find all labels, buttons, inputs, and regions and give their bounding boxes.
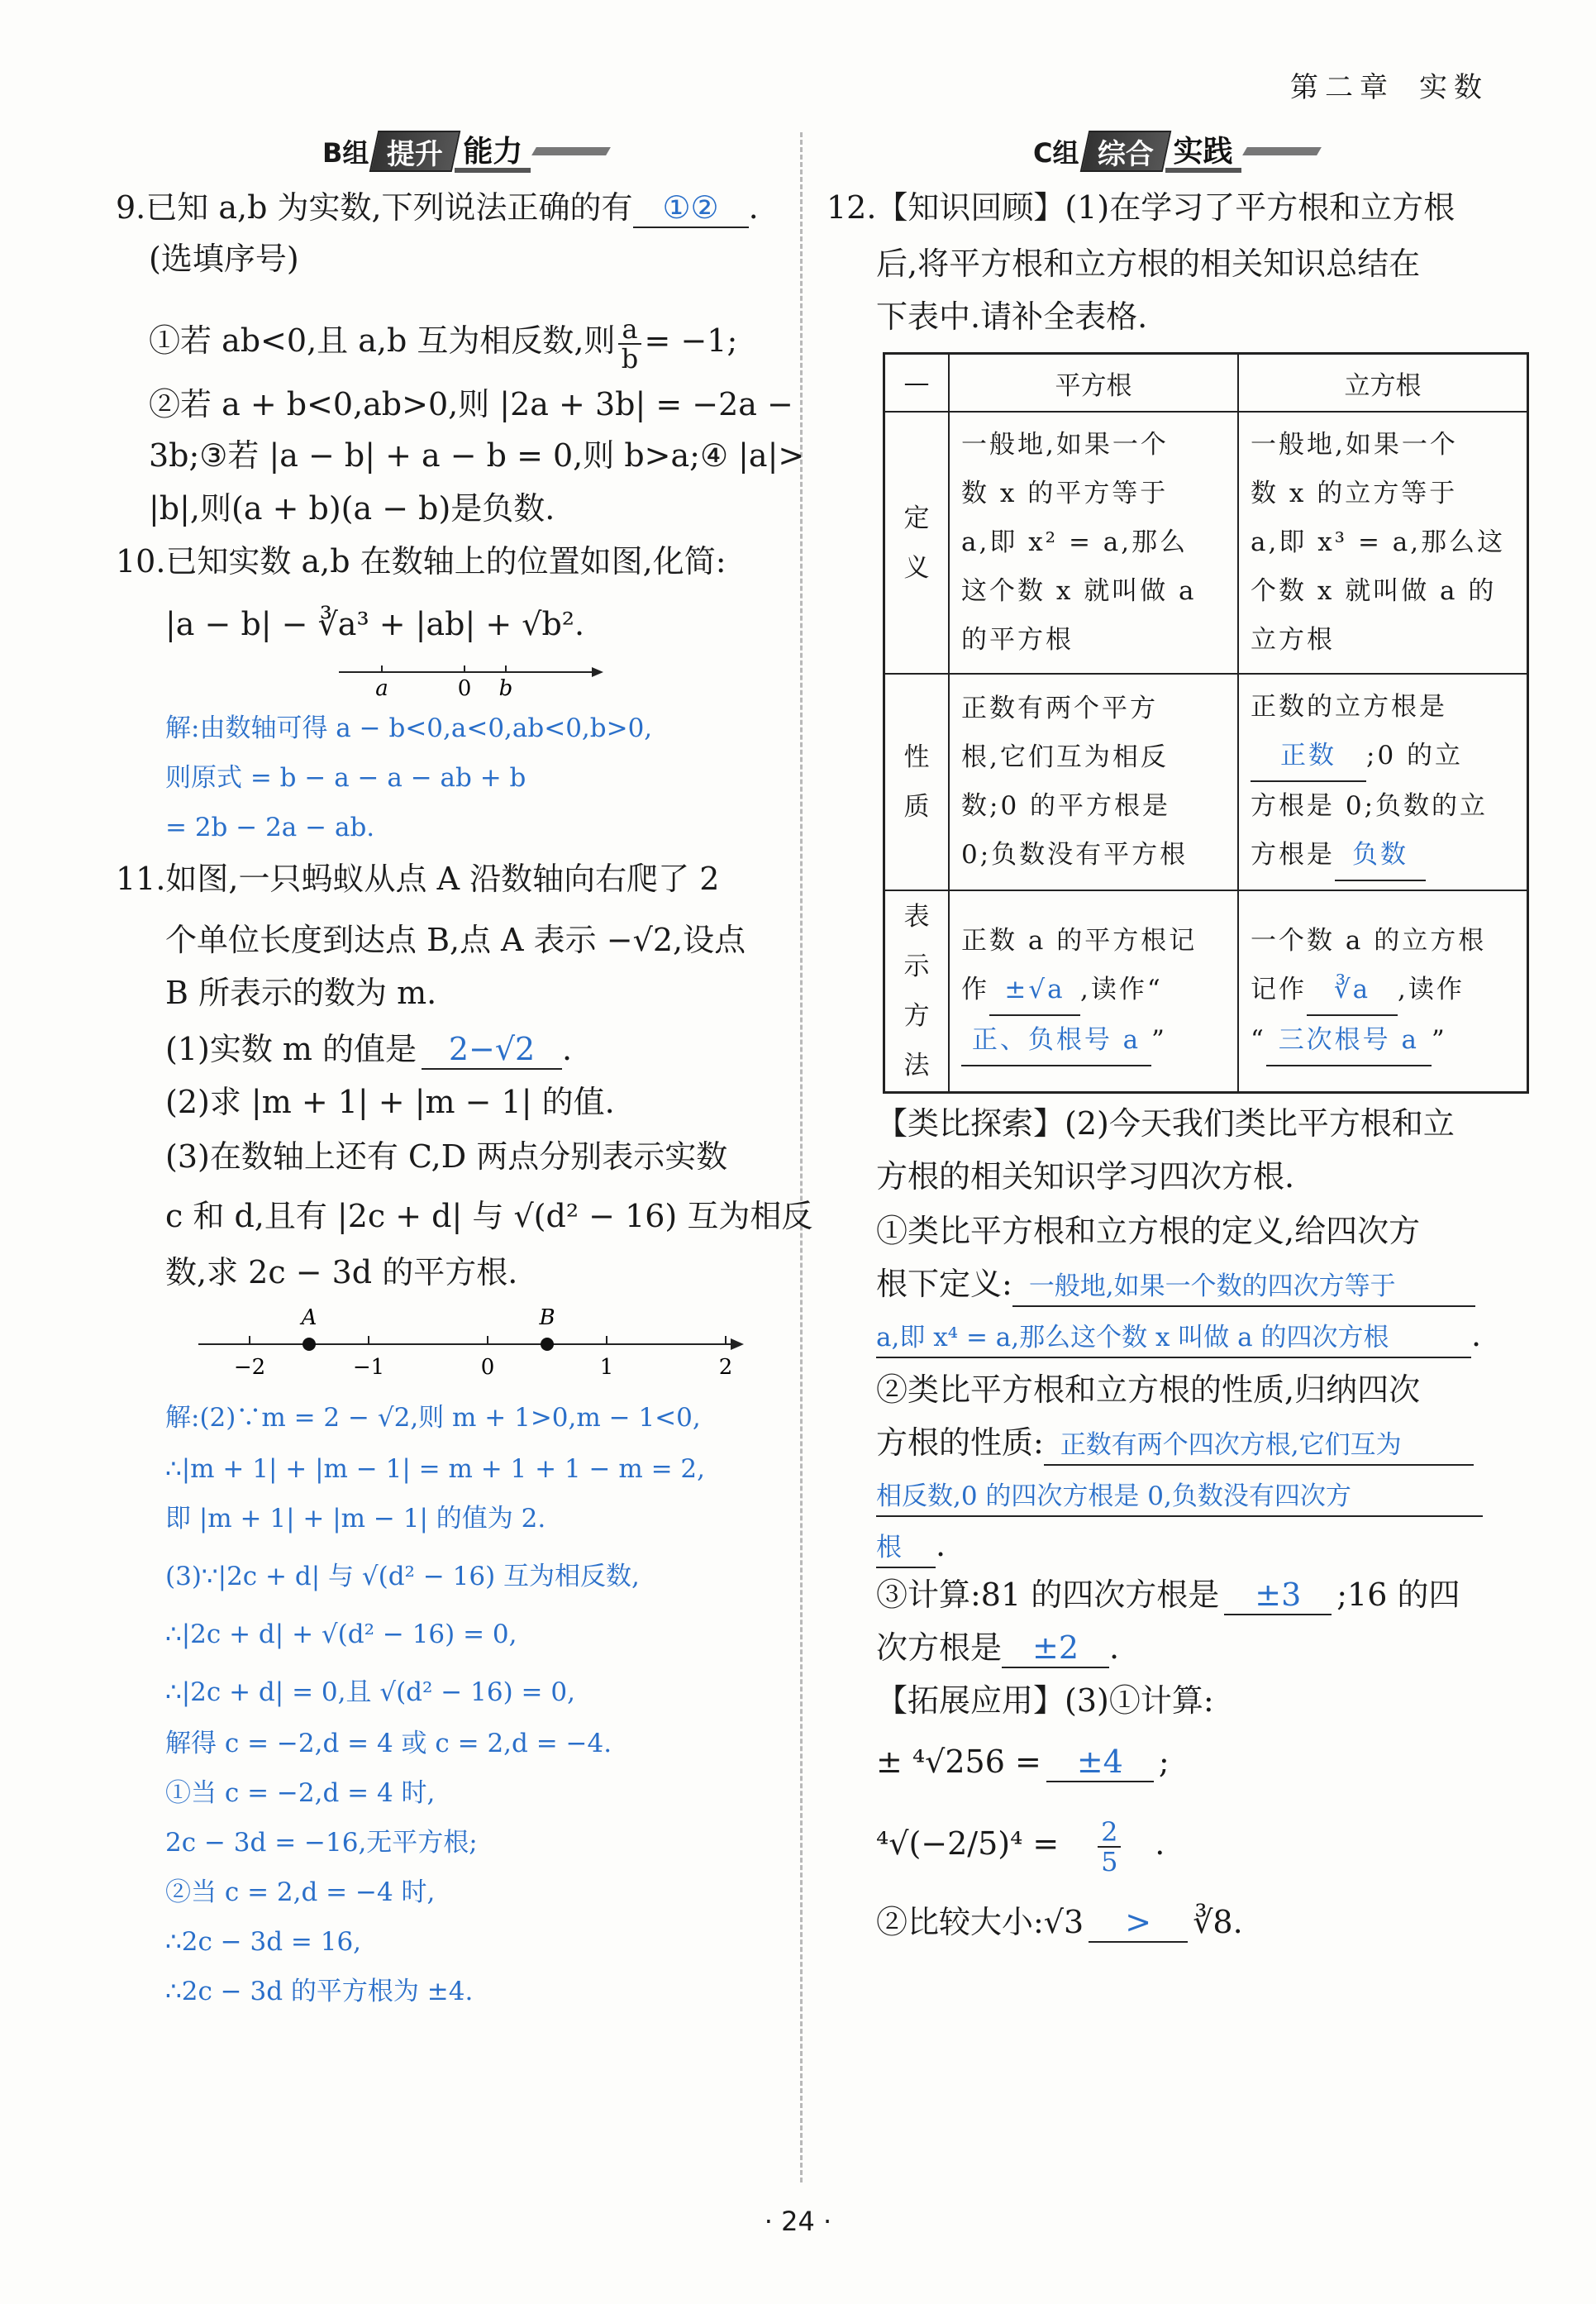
cell-text: ” <box>1151 1024 1167 1055</box>
cell-line: 正数的立方根是 <box>1251 692 1447 722</box>
cell-line: 立方根 <box>1251 625 1335 655</box>
table-row-definition <box>884 412 1528 674</box>
q12-text: ; <box>1158 1744 1170 1780</box>
answer-blank: ±√a <box>989 966 1080 1016</box>
fraction-denominator: 5 <box>1101 1845 1118 1877</box>
fraction-denominator: b <box>621 342 639 374</box>
q9-line1 <box>116 188 759 228</box>
q11-solution-line: ∴|m + 1| + |m − 1| = m + 1 + 1 − m = 2, <box>165 1454 706 1484</box>
axis-ticks <box>250 1336 726 1344</box>
cell-text: 方根是 <box>1251 840 1335 870</box>
q9-line5: 3b;③若 |a − b| + a − b = 0,则 b>a;④ |a|> <box>149 437 805 474</box>
cell-line <box>1251 831 1515 881</box>
q12-text: ②比较大小:√3 <box>876 1904 1084 1940</box>
fraction-numerator: 2 <box>1098 1818 1121 1848</box>
q10-expression: |a − b| − ∛a³ + |ab| + √b². <box>165 606 585 642</box>
cell-line: 一般地,如果一个 <box>961 430 1169 460</box>
q9-period: . <box>748 189 759 226</box>
cell-line <box>1251 966 1515 1016</box>
q11-line8: 数,求 2c − 3d 的平方根. <box>165 1254 518 1290</box>
q9-line2: (选填序号) <box>149 241 299 277</box>
table-col-cube-root: 立方根 <box>1238 354 1528 413</box>
table-row-notation <box>884 890 1528 1093</box>
tick-label: 1 <box>599 1355 614 1380</box>
banner-ribbon <box>369 131 461 172</box>
banner-word2: 实践 <box>1165 130 1241 173</box>
period: . <box>1109 1629 1120 1666</box>
cell-line: a,即 x² = a,那么 <box>961 527 1189 557</box>
q10-number-line <box>331 657 612 699</box>
q12-part2-line8 <box>876 1475 1483 1517</box>
banner-word1: 提升 <box>387 137 444 171</box>
point-A <box>303 1338 316 1351</box>
q11-solution-line: ①当 c = −2,d = 4 时, <box>165 1778 436 1808</box>
cell-line: 数;0 的平方根是 <box>961 791 1171 821</box>
q10-line1: 10.已知实数 a,b 在数轴上的位置如图,化简: <box>116 543 727 580</box>
cell-line: 0;负数没有平方根 <box>961 840 1189 870</box>
answer-blank: 负数 <box>1335 831 1426 881</box>
q12-part3-line3 <box>876 1810 1165 1877</box>
point-B <box>541 1338 554 1351</box>
cell-line: 数 x 的立方等于 <box>1251 479 1458 508</box>
q12-text: ± ⁴√256 = <box>876 1744 1041 1780</box>
cell-line: 这个数 x 就叫做 a <box>961 576 1197 606</box>
q11-solution-line: ∴2c − 3d = 16, <box>165 1927 362 1957</box>
point-A-label: A <box>301 1306 317 1330</box>
q12-line1: 12.【知识回顾】(1)在学习了平方根和立方根 <box>827 189 1455 226</box>
q12-part2-line7 <box>876 1424 1474 1466</box>
q10-solution-line3: = 2b − 2a − ab. <box>165 813 375 842</box>
q12-part2-line3: ①类比平方根和立方根的定义,给四次方 <box>876 1213 1421 1249</box>
row-label-properties <box>884 674 950 890</box>
q9-answer-blank: ①② <box>633 188 749 228</box>
q11-solution-line: 2c − 3d = −16,无平方根; <box>165 1828 478 1858</box>
banner-tail <box>1242 147 1322 155</box>
cell-line: 一个数 a 的立方根 <box>1251 925 1487 956</box>
q12-part3-line4 <box>876 1903 1243 1943</box>
answer-blank: 正数 <box>1251 732 1366 782</box>
cell-line: 数 x 的平方等于 <box>961 479 1169 508</box>
q11-number-line <box>190 1306 752 1381</box>
q12-text: 根下定义: <box>876 1266 1012 1302</box>
q12-part3-line1: 【拓展应用】(3)①计算: <box>876 1682 1214 1719</box>
cell-line: 方根是 0;负数的立 <box>1251 791 1489 821</box>
q12-part3-line2 <box>876 1743 1170 1782</box>
axis-label-b: b <box>498 676 513 699</box>
banner-group-label: C组 <box>1033 137 1079 169</box>
q12-text: ③计算:81 的四次方根是 <box>876 1577 1220 1613</box>
row-label-text: 性质 <box>903 742 930 822</box>
banner-word2: 能力 <box>455 130 531 173</box>
answer-fraction-blank <box>1064 1810 1155 1877</box>
cell-text: 记作 <box>1251 974 1307 1004</box>
tick-label: −2 <box>233 1355 266 1380</box>
q9-line6: |b|,则(a + b)(a − b)是负数. <box>149 490 555 527</box>
q12-part2-line6: ②类比平方根和立方根的性质,归纳四次 <box>876 1371 1421 1408</box>
answer-blank: ∛a <box>1307 966 1398 1016</box>
answer-blank: a,即 x⁴ = a,那么这个数 x 叫做 a 的四次方根 <box>876 1319 1471 1358</box>
q12-line2: 后,将平方根和立方根的相关知识总结在 <box>876 246 1421 282</box>
cell-line: a,即 x³ = a,那么这 <box>1251 527 1506 557</box>
cell-line: 正数 a 的平方根记 <box>961 925 1198 956</box>
q11-line6: (3)在数轴上还有 C,D 两点分别表示实数 <box>165 1138 728 1175</box>
q11-solution-line: 即 |m + 1| + |m − 1| 的值为 2. <box>165 1504 546 1534</box>
banner-group-label: B组 <box>322 137 369 169</box>
q12-text: ⁴√(−2/5)⁴ = <box>876 1825 1060 1862</box>
q11-part1-text: (1)实数 m 的值是 <box>165 1031 417 1067</box>
chapter-number: 第二章 <box>1290 71 1394 104</box>
point-B-label: B <box>539 1306 555 1330</box>
cell-line: 正数有两个平方 <box>961 694 1158 723</box>
q11-solution-line: (3)∵|2c + d| 与 √(d² − 16) 互为相反数, <box>165 1562 640 1591</box>
cell-line: 根,它们互为相反 <box>961 742 1169 772</box>
q9-statement1-end: = −1; <box>644 322 738 359</box>
row-label-notation <box>884 890 950 1093</box>
q12-part2-line1: 【类比探索】(2)今天我们类比平方根和立 <box>876 1105 1455 1142</box>
q11-solution-line: ∴2c − 3d 的平方根为 ±4. <box>165 1977 474 2006</box>
definition-square-root <box>949 412 1238 674</box>
q9-text: 9.已知 a,b 为实数,下列说法正确的有 <box>116 189 633 226</box>
table-corner: — <box>884 354 950 413</box>
tick-label: −1 <box>352 1355 385 1380</box>
cell-text: ,读作 <box>1398 974 1465 1004</box>
properties-cube-root <box>1238 674 1528 890</box>
q12-text: ;16 的四 <box>1336 1577 1460 1613</box>
q12-text: ∛8. <box>1193 1904 1243 1940</box>
q11-part1-period: . <box>562 1031 573 1067</box>
cell-line <box>1251 1016 1515 1066</box>
cell-text: ;0 的立 <box>1366 741 1464 770</box>
chapter-header <box>1290 64 1489 105</box>
q12-text: 方根的性质: <box>876 1424 1044 1461</box>
axis-label-0: 0 <box>457 676 472 699</box>
cell-line: 个数 x 就叫做 a 的 <box>1251 576 1497 606</box>
row-label-definition <box>884 412 950 674</box>
cell-text: 作 <box>961 974 989 1004</box>
q11-line4 <box>165 1030 572 1070</box>
cell-line: 的平方根 <box>961 625 1074 655</box>
q11-line1: 11.如图,一只蚂蚁从点 A 沿数轴向右爬了 2 <box>116 861 720 897</box>
properties-square-root <box>949 674 1238 890</box>
row-label-text: 定义 <box>903 503 930 583</box>
period: . <box>936 1527 946 1563</box>
right-section-banner <box>1033 128 1319 174</box>
q11-part1-answer: 2−√2 <box>422 1030 562 1070</box>
q11-solution-line: 解得 c = −2,d = 4 或 c = 2,d = −4. <box>165 1729 612 1758</box>
cell-text: “ <box>1251 1024 1266 1055</box>
answer-blank: 根 <box>876 1529 936 1568</box>
q11-line3: B 所表示的数为 m. <box>165 975 437 1011</box>
q10-solution-line2: 则原式 = b − a − a − ab + b <box>165 763 526 793</box>
q12-text: 次方根是 <box>876 1629 1003 1666</box>
cell-line <box>961 1016 1226 1066</box>
cell-text: ,读作“ <box>1080 974 1163 1004</box>
answer-fraction <box>1098 1815 1121 1877</box>
q11-line7: c 和 d,且有 |2c + d| 与 √(d² − 16) 互为相反 <box>165 1198 813 1234</box>
answer-blank: 三次根号 a <box>1266 1016 1432 1066</box>
banner-tail <box>532 147 612 155</box>
knowledge-table <box>883 352 1529 1094</box>
q12-part2-line11 <box>876 1629 1119 1668</box>
q9-fraction <box>618 312 641 374</box>
q12-part2-line10 <box>876 1576 1460 1615</box>
q12-part2-line5 <box>876 1316 1481 1358</box>
q11-solution-line: ∴|2c + d| + √(d² − 16) = 0, <box>165 1619 517 1649</box>
q12-part2-line9 <box>876 1526 946 1568</box>
answer-blank: > <box>1089 1903 1188 1943</box>
answer-blank: 正数有两个四次方根,它们互为 <box>1044 1426 1474 1466</box>
answer-blank: 正、负根号 a <box>961 1016 1151 1066</box>
answer-blank: 一般地,如果一个数的四次方等于 <box>1012 1267 1475 1307</box>
table-header-row <box>884 354 1528 413</box>
answer-blank: ±4 <box>1046 1743 1154 1782</box>
left-section-banner <box>322 128 608 174</box>
cell-line <box>1251 732 1515 782</box>
axis-label-a: a <box>375 676 388 699</box>
answer-blank: 相反数,0 的四次方根是 0,负数没有四次方 <box>876 1477 1483 1517</box>
q11-solution-line: ②当 c = 2,d = −4 时, <box>165 1877 436 1907</box>
row-label-text: 表示方法 <box>903 902 930 1080</box>
q9-line4: ②若 a + b<0,ab>0,则 |2a + 3b| = −2a − <box>149 386 793 422</box>
tick-label: 2 <box>718 1355 733 1380</box>
cell-line <box>961 966 1226 1016</box>
page-number: · 24 · <box>764 2206 832 2237</box>
answer-blank: ±3 <box>1224 1576 1332 1615</box>
q11-line5: (2)求 |m + 1| + |m − 1| 的值. <box>165 1084 615 1120</box>
q10-solution-line1: 解:由数轴可得 a − b<0,a<0,ab<0,b>0, <box>165 713 653 743</box>
q11-solution-line: ∴|2c + d| = 0,且 √(d² − 16) = 0, <box>165 1677 575 1707</box>
axis-arrow <box>592 667 603 677</box>
banner-word1: 综合 <box>1097 137 1154 171</box>
cell-text: ” <box>1431 1024 1447 1055</box>
period: . <box>1155 1825 1165 1862</box>
q9-statement1: ①若 ab<0,且 a,b 互为相反数,则 <box>149 322 616 359</box>
banner-ribbon <box>1079 131 1171 172</box>
q9-line3 <box>149 308 737 374</box>
fraction-numerator: a <box>618 315 641 345</box>
period: . <box>1471 1317 1482 1353</box>
table-col-square-root: 平方根 <box>949 354 1238 413</box>
q11-line2: 个单位长度到达点 B,点 A 表示 −√2,设点 <box>165 922 746 958</box>
chapter-topic: 实数 <box>1419 71 1489 104</box>
notation-square-root <box>949 890 1238 1093</box>
definition-cube-root <box>1238 412 1528 674</box>
q11-solution-line: 解:(2)∵m = 2 − √2,则 m + 1>0,m − 1<0, <box>165 1403 701 1433</box>
q12-part2-line2: 方根的相关知识学习四次方根. <box>876 1158 1295 1195</box>
tick-label: 0 <box>480 1355 495 1380</box>
q12-part2-line4 <box>876 1265 1475 1307</box>
table-row-properties <box>884 674 1528 890</box>
cell-line: 一般地,如果一个 <box>1251 430 1458 460</box>
notation-cube-root <box>1238 890 1528 1093</box>
axis-arrow <box>731 1338 744 1350</box>
answer-blank: ±2 <box>1002 1629 1109 1668</box>
q12-line3: 下表中.请补全表格. <box>876 298 1148 335</box>
